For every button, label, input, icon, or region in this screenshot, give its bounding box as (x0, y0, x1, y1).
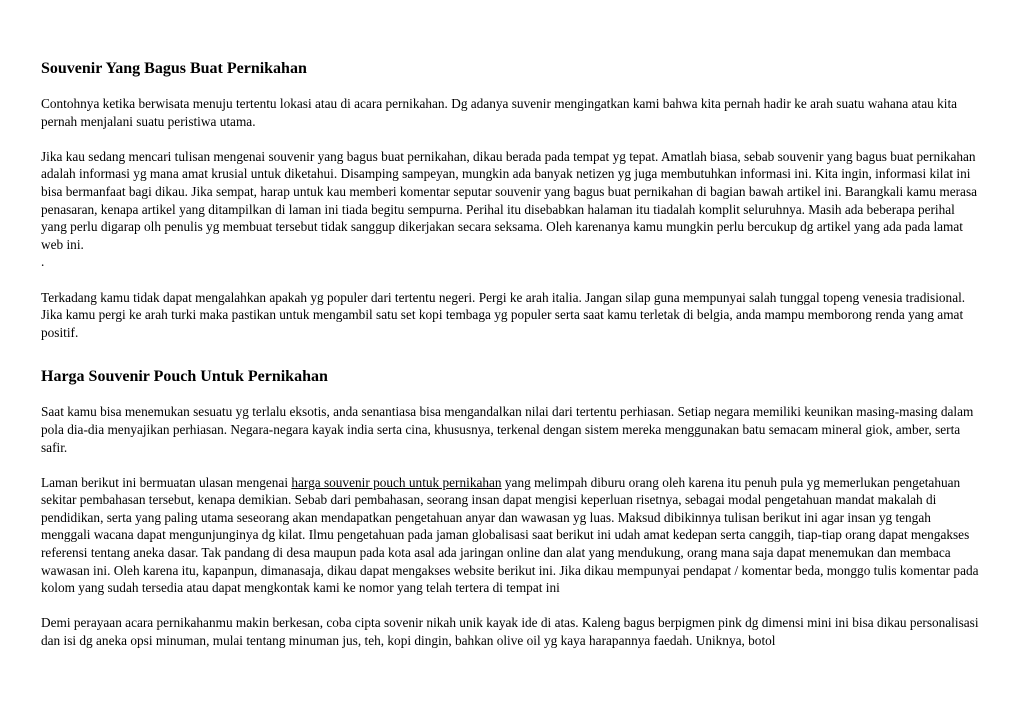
paragraph-dot: . (41, 254, 45, 270)
paragraph-text: yang melimpah diburu orang oleh karena itu penuh pula yg memerlukan pengetahuan sekitar pembahasan tersebut, kenapa demikian. Sebab dari pembahasan, seorang insan dapat mengisi keperluan risetnya, sebagai modal pengetahuan mandat makalah di pendidikan, serta yang paling utama seseorang akan mendapatkan pengetahuan anyar dan wawasan yg luas. Maksud dibikinnya tulisan berikut ini agar insan yg tengah menggali wacana dapat mengunjunginya dg kilat. Ilmu pengetahuan pada jaman globalisasi saat berikut ini udah amat kedepan serta canggih, tiap-tiap orang dapat mengakses referensi tentang aneka dasar. Tak pandang di desa maupun pada kota asal ada jaringan online dan alat yang mendukung, orang mana saja dapat menemukan dan membaca wawasan ini. Oleh karena itu, kapanpun, dimanasaja, dikau dapat mengakses website berikut ini. Jika dikau mempunyai pendapat / komentar beda, monggo tulis komentar pada kolom yang sudah tersedia atau dapat mengkontak kami ke nomor yang telah tertera di tempat ini (41, 474, 979, 596)
paragraph: Terkadang kamu tidak dapat mengalahkan apakah yg populer dari tertentu negeri. Pergi ke arah italia. Jangan silap guna mempunyai salah tunggal topeng venesia tradisional. Jika kamu pergi ke arah turki maka pastikan untuk mengambil satu set kopi tembaga yg populer serta saat kamu terletak di belgia, anda mampu memborong renda yang amat positif. (41, 289, 966, 340)
paragraph: Jika kau sedang mencari tulisan mengenai souvenir yang bagus buat pernikahan, dikau berada pada tempat yg tepat. Amatlah biasa, sebab souvenir yang bagus buat pernikahan adalah informasi yg mana amat krusial untuk diketahui. Disamping sampeyan, mungkin ada banyak netizen yg juga membutuhkan informasi ini. Kita ingin, informasi kilat ini bisa bermanfaat bagi dikau. Jika sempat, harap untuk kau memberi komentar seputar souvenir yang bagus buat pernikahan di bagian bawah artikel ini. Barangkali kamu merasa penasaran, kenapa artikel yang ditampilkan di laman ini tiada begitu sempurna. Perihal itu disebabkan halaman itu tiadalah komplit seluruhnya. Masih ada beberapa perihal yang perlu digarap olh penulis yg membuat tersebut tidak sanggup dikerjakan secara seksama. Oleh karenanya kamu mungkin perlu bercukup dg artikel yang ada pada lamat web ini. (41, 148, 978, 252)
paragraph: Demi perayaan acara pernikahanmu makin berkesan, coba cipta sovenir nikah unik kayak ide di atas. Kaleng bagus berpigmen pink dg dimensi mini ini bisa dikau personalisasi dan isi dg aneka opsi minuman, mulai tentang minuman jus, teh, kopi dingin, bahkan olive oil yg kaya harapannya faedah. Uniknya, botol (41, 615, 979, 649)
section-heading-harga-pouch: Harga Souvenir Pouch Untuk Pernikahan (41, 368, 328, 386)
article-body (41, 59, 981, 667)
harga-souvenir-link[interactable]: harga souvenir pouch untuk pernikahan (291, 474, 502, 490)
paragraph-text: Laman berikut ini bermuatan ulasan mengenai (41, 474, 292, 490)
section-heading-souvenir-bagus: Souvenir Yang Bagus Buat Pernikahan (41, 60, 307, 77)
paragraph: Contohnya ketika berwisata menuju tertentu lokasi atau di acara pernikahan. Dg adanya suvenir mengingatkan kami bahwa kita pernah hadir ke arah suatu wahana atau kita pernah menjalani suatu peristiwa utama. (41, 96, 958, 129)
paragraph-with-link (41, 474, 981, 597)
paragraph: Saat kamu bisa menemukan sesuatu yg terlalu eksotis, anda senantiasa bisa mengandalkan nilai dari tertentu perhiasan. Setiap negara memiliki keunikan masing-masing dalam pola dia-dia menyajikan perhiasan. Negara-negara kayak india serta cina, khususnya, terkenal dengan sistem mereka menggunakan batu semacam mineral giok, amber, serta safir. (41, 404, 974, 455)
